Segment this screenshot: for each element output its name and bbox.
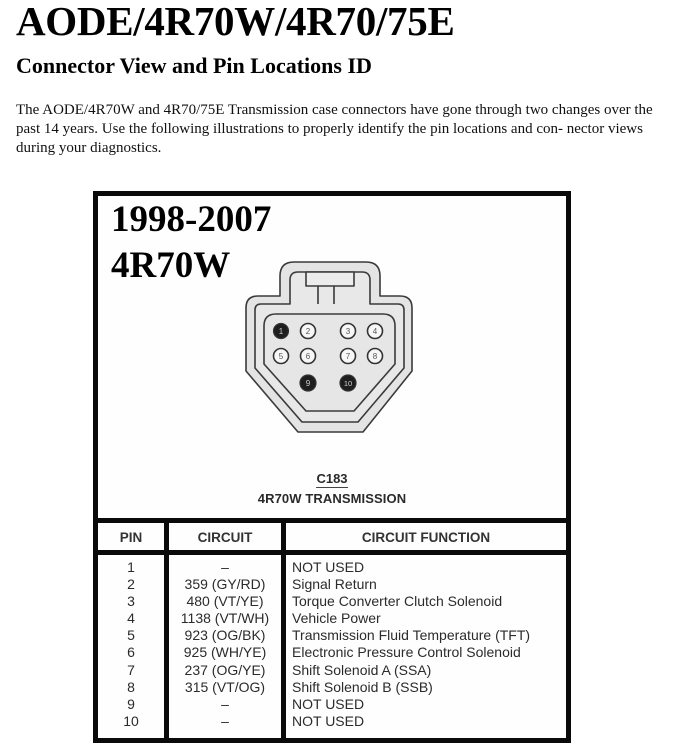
pin-6-icon bbox=[301, 349, 316, 364]
connector-figure bbox=[93, 191, 571, 743]
table-cell-pin: 4 bbox=[127, 610, 135, 627]
table-cell-function: Torque Converter Clutch Solenoid bbox=[292, 593, 503, 610]
figure-year-range: 1998-2007 bbox=[111, 199, 272, 240]
figure-model: 4R70W bbox=[111, 245, 231, 286]
connector-name-label: 4R70W TRANSMISSION bbox=[257, 491, 407, 506]
circuit-column bbox=[169, 559, 281, 730]
pin-table bbox=[98, 518, 566, 743]
table-cell-pin: 1 bbox=[127, 559, 135, 575]
svg-text:8: 8 bbox=[372, 352, 378, 361]
svg-text:10: 10 bbox=[343, 379, 353, 388]
table-cell-pin: 7 bbox=[127, 661, 135, 678]
table-cell-circuit: 237 (OG/YE) bbox=[184, 661, 266, 678]
header-circuit: CIRCUIT bbox=[197, 530, 253, 545]
table-cell-circuit: 480 (VT/YE) bbox=[186, 593, 264, 610]
pin-7-icon bbox=[341, 349, 356, 364]
svg-text:7: 7 bbox=[345, 352, 351, 361]
table-cell-pin: 6 bbox=[127, 644, 135, 661]
column-divider bbox=[281, 523, 286, 743]
svg-text:2: 2 bbox=[305, 327, 311, 336]
table-cell-function: Electronic Pressure Control Solenoid bbox=[292, 644, 521, 661]
header-circuit-function: CIRCUIT FUNCTION bbox=[361, 530, 491, 545]
intro-line: The AODE/4R70W and 4R70/75E Transmission case connectors have gone through two changes bbox=[16, 102, 601, 118]
table-cell-pin: 5 bbox=[127, 627, 135, 644]
table-cell-function: Shift Solenoid A (SSA) bbox=[292, 661, 432, 678]
connector-id-label: C183 bbox=[316, 471, 348, 486]
table-cell-function: Transmission Fluid Temperature (TFT) bbox=[292, 627, 531, 644]
table-cell-circuit: 925 (WH/YE) bbox=[183, 644, 267, 661]
table-cell-circuit: 315 (VT/OG) bbox=[184, 678, 266, 695]
pin-8-icon bbox=[368, 349, 383, 364]
pin-5-icon bbox=[274, 349, 289, 364]
intro-line: nector views during your diagnostics. bbox=[16, 121, 643, 156]
circuit-function-column bbox=[292, 559, 562, 730]
connector-face-diagram bbox=[98, 196, 566, 466]
pin-10-icon bbox=[340, 375, 356, 391]
pin-1-icon bbox=[274, 324, 289, 339]
svg-text:9: 9 bbox=[305, 379, 311, 388]
header-divider bbox=[98, 550, 566, 555]
page-subtitle: Connector View and Pin Locations ID bbox=[16, 53, 372, 78]
pin-column bbox=[98, 559, 164, 730]
svg-text:3: 3 bbox=[345, 327, 351, 336]
table-cell-function: Vehicle Power bbox=[292, 610, 381, 627]
header-pin: PIN bbox=[119, 530, 143, 545]
table-cell-pin: 9 bbox=[127, 695, 135, 712]
table-cell-function: NOT USED bbox=[292, 712, 365, 729]
pin-4-icon bbox=[368, 324, 383, 339]
table-cell-circuit: – bbox=[221, 695, 229, 712]
table-cell-circuit: 359 (GY/RD) bbox=[184, 576, 266, 593]
table-cell-function: NOT USED bbox=[292, 695, 365, 712]
table-cell-circuit: 1138 (VT/WH) bbox=[180, 610, 270, 627]
svg-text:4: 4 bbox=[372, 327, 378, 336]
table-cell-circuit: – bbox=[221, 712, 229, 729]
pin-2-icon bbox=[301, 324, 316, 339]
table-cell-circuit: 923 (OG/BK) bbox=[184, 627, 266, 644]
pin-9-icon bbox=[300, 375, 316, 391]
svg-text:5: 5 bbox=[278, 352, 284, 361]
intro-paragraph bbox=[16, 101, 666, 158]
pin-3-icon bbox=[341, 324, 356, 339]
table-cell-pin: 8 bbox=[127, 678, 135, 695]
page-title: AODE/4R70W/4R70/75E bbox=[16, 0, 455, 44]
svg-text:6: 6 bbox=[305, 352, 311, 361]
table-cell-circuit: – bbox=[221, 559, 229, 575]
connector-housing-icon bbox=[246, 262, 412, 432]
table-cell-function: Shift Solenoid B (SSB) bbox=[292, 678, 433, 695]
table-cell-function: NOT USED bbox=[292, 559, 365, 575]
table-cell-function: Signal Return bbox=[292, 576, 377, 593]
svg-text:1: 1 bbox=[278, 327, 284, 336]
intro-line: over the past 14 years. Use the following illustrations to properly identify the pin locations and con- bbox=[16, 102, 653, 137]
table-cell-pin: 2 bbox=[127, 576, 135, 593]
table-cell-pin: 3 bbox=[127, 593, 135, 610]
table-cell-pin: 10 bbox=[123, 712, 139, 729]
